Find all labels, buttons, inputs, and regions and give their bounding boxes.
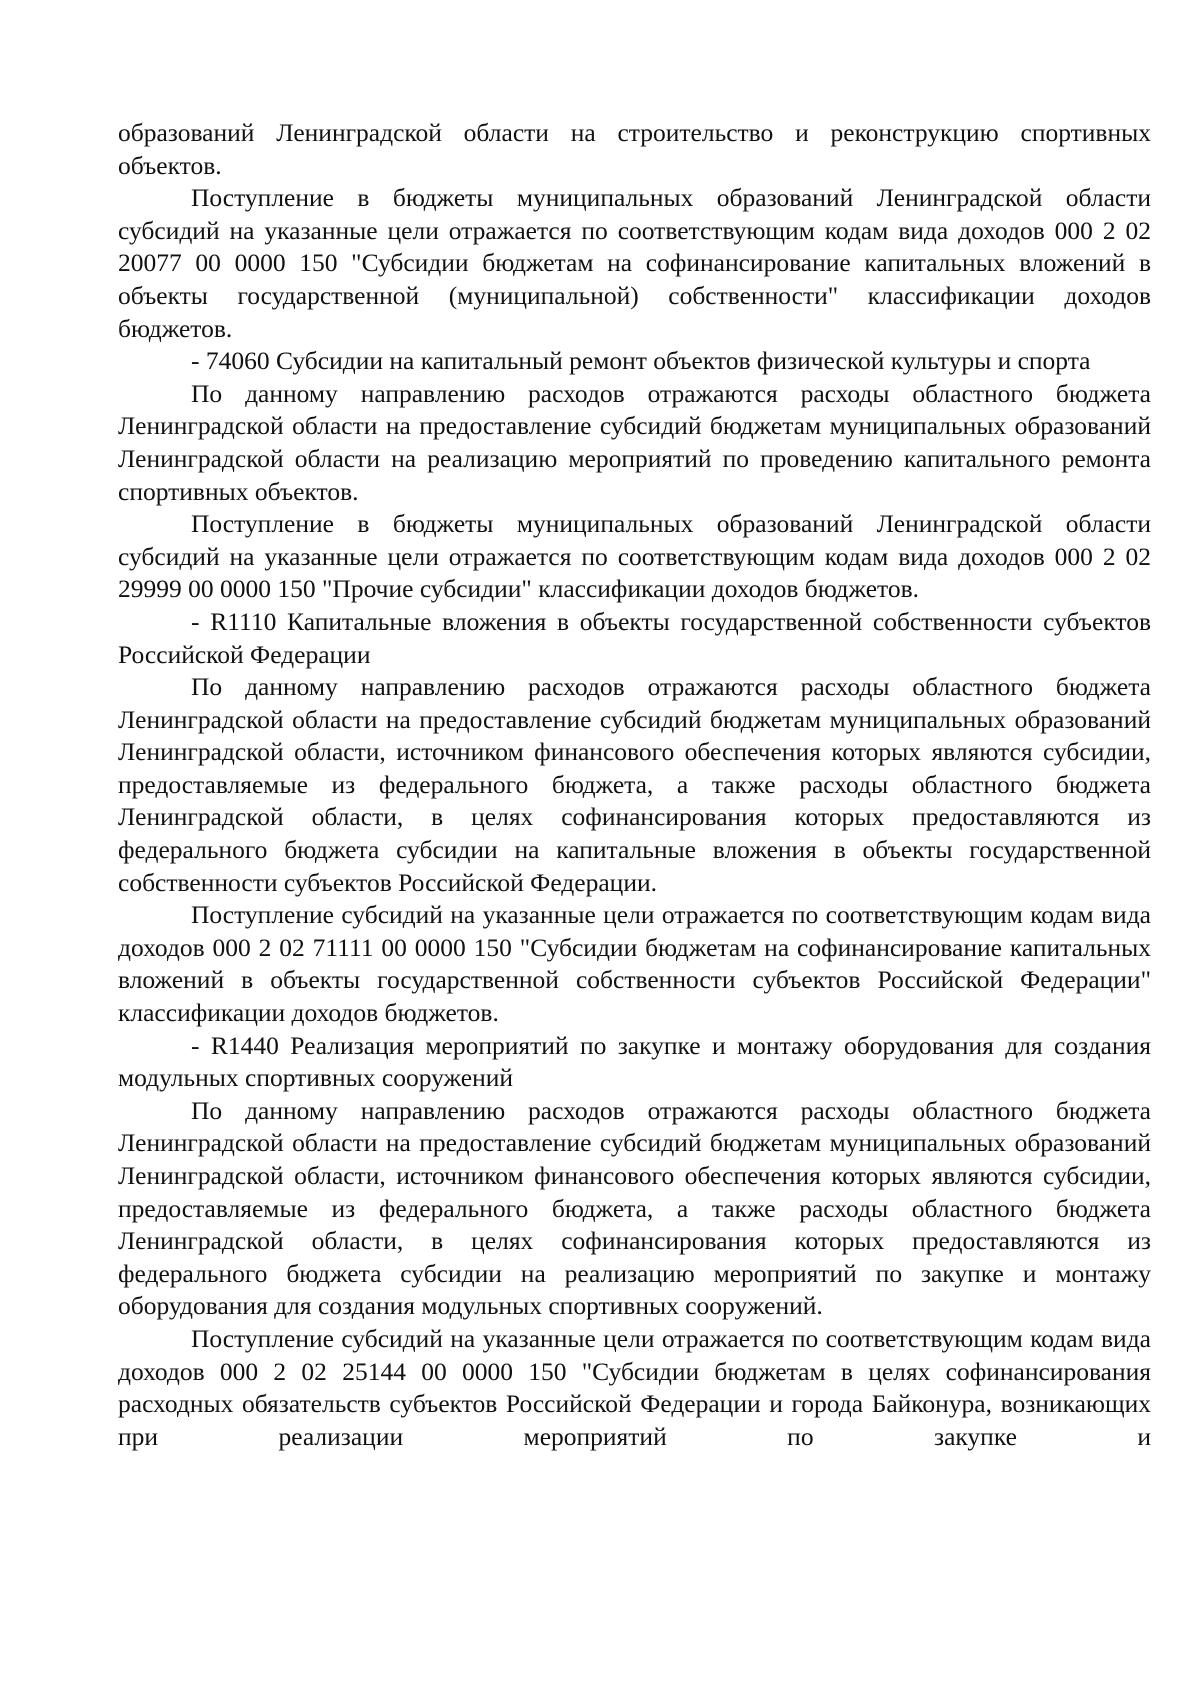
paragraph-item-r1440: - R1440 Реализация мероприятий по закупке и монтажу оборудования для создания модульных спортивных сооружений — [118, 1030, 1151, 1093]
paragraph-revenue-codes-29999: Поступление в бюджеты муниципальных образований Ленинградской области субсидий на указанные цели отражается по соответствующим кодам вида доходов 000 2 02 29999 00 0000 150 "Прочие субсидии" классификации доходов бюджетов. — [118, 509, 1151, 604]
paragraph-revenue-codes-71111: Поступление субсидий на указанные цели отражается по соответствующим кодам вида доходов 000 2 02 71111 00 0000 150 "Субсидии бюджетам на софинансирование капитальных вложений в объекты государственной собственности субъектов Российской Федерации" классификации доходов бюджетов. — [118, 900, 1151, 1028]
paragraph-description-r1440: По данному направлению расходов отражаются расходы областного бюджета Ленинградской области на предоставление субсидий бюджетам муниципальных образований Ленинградской области, источником финансового обеспечения которых являются субсидии, предоставляемые из федерального бюджета, а также расходы областного бюджета Ленинградской области, в целях софинансирования которых предоставляются из федерального бюджета субсидии на реализацию мероприятий по закупке и монтажу оборудования для создания модульных спортивных сооружений. — [118, 1095, 1151, 1321]
paragraph-item-74060: - 74060 Субсидии на капитальный ремонт объектов физической культуры и спорта — [191, 346, 1091, 376]
paragraph-revenue-codes-25144: Поступление субсидий на указанные цели отражается по соответствующим кодам вида доходов 000 2 02 25144 00 0000 150 "Субсидии бюджетам в целях софинансирования расходных обязательств субъектов Российской Федерации и города Байконура, возникающих при реализации мероприятий по закупке и — [118, 1323, 1151, 1451]
paragraph-revenue-codes-20077: Поступление в бюджеты муниципальных образований Ленинградской области субсидий на указанные цели отражается по соответствующим кодам вида доходов 000 2 02 20077 00 0000 150 "Субсидии бюджетам на софинансирование капитальных вложений в объекты государственной (муниципальной) собственности" классификации доходов бюджетов. — [118, 183, 1151, 343]
paragraph-continuation: образований Ленинградской области на строительство и реконструкцию спортивных объектов. — [118, 118, 1151, 180]
paragraph-item-r1110: - R1110 Капитальные вложения в объекты государственной собственности субъектов Российской Федерации — [118, 606, 1151, 669]
document-body — [118, 117, 1151, 1453]
paragraph-description-74060: По данному направлению расходов отражаются расходы областного бюджета Ленинградской области на предоставление субсидий бюджетам муниципальных образований Ленинградской области на реализацию мероприятий по проведению капитального ремонта спортивных объектов. — [118, 378, 1151, 506]
paragraph-description-r1110: По данному направлению расходов отражаются расходы областного бюджета Ленинградской области на предоставление субсидий бюджетам муниципальных образований Ленинградской области, источником финансового обеспечения которых являются субсидии, предоставляемые из федерального бюджета, а также расходы областного бюджета Ленинградской области, в целях софинансирования которых предоставляются из федерального бюджета субсидии на капитальные вложения в объекты государственной собственности субъектов Российской Федерации. — [118, 672, 1151, 897]
